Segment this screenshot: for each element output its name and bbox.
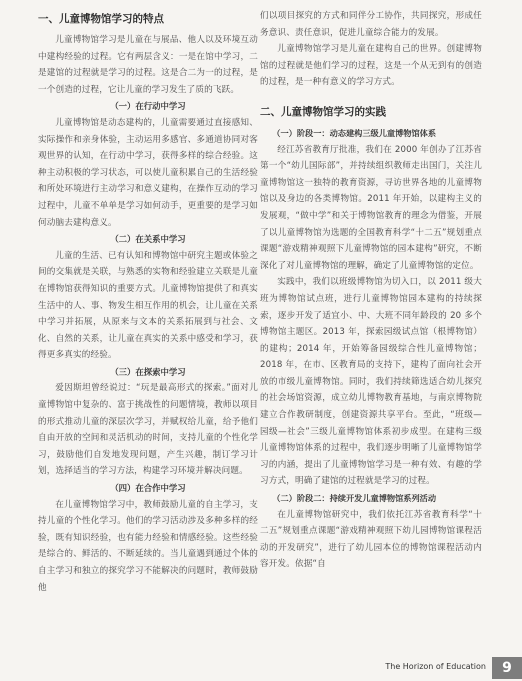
paragraph-stage-one-practice: 实践中，我们以班级博物馆为切入口，以 2011 级大班为博物馆试点班，进行儿童博物馆园本建构的持续探索，逐步开发了适宜小、中、大班不同年龄段的 20 多个博物馆主题区。2013 年，探索园级试点馆（根博物馆）的建构；2014 年，开始筹备园级综合性儿童博物馆；2018 年，在市、区教育局的支持下，建构了面向社会开放的市级儿童博物馆。同时，我们持续筛选适合幼儿探究的社会场馆资源，成立幼儿博物教育基地，与南京博物院建立合作教研制度，创建资源共享平台。至此，“班级—园级—社会”三级儿童博物馆体系初步成型。在建构三级儿童博物馆体系的过程中，我们逐步明晰了儿童博物馆学习的内涵，提出了儿童博物馆学习是一种有效、有趣的学习方式，明确了建馆的过程就是学习的过程。 [260,277,482,487]
subheading-learning-in-action: （一）在行动中学习 [110,101,186,112]
paragraph-learning-in-relations: 儿童的生活、已有认知和博物馆中研究主题或体验之间的交集就是关联，与熟悉的实物和经验建立关联是儿童在博物馆获得知识的重要方式。儿童博物馆提供了和真实生活中的人、事、物发生相互作用的机会，让儿童在关系中学习并拓展，从原来与文本的关系拓展到与社会、文化、自然的关系，让儿童在真实的关系中感受和学习，获得更多真实的经验。 [38,250,258,361]
paragraph-museum-summary: 儿童博物馆学习是儿童在建构自己的世界。创建博物馆的过程就是他们学习的过程，这是一个从无到有的创造的过程，是一种有意义的学习方式。 [260,44,482,88]
page-number: 9 [492,657,522,679]
paragraph-learning-in-action: 儿童博物馆是动态建构的，儿童需要通过直接感知、实际操作和亲身体验，主动运用多感官、多通道协同对客观世界的认知，在行动中学习，获得多样的综合经验。这种主动积极的学习状态，可以使儿童积累自己的生活经验和所处环境进行主动学习和意义建构，在操作互动的学习过程中，儿童不单单是学习如何动手，更重要的是学习如何动脑去建构意义。 [38,117,258,228]
intro-paragraph: 儿童博物馆学习是儿童在与展品、他人以及环境互动中建构经验的过程。它有两层含义：一是在馆中学习，二是建馆的过程就是学习的过程。这是合二为一的过程，是一个创造的过程，它让儿童的学习发生了质的飞跃。 [38,35,258,95]
subheading-learning-in-cooperation: （四）在合作中学习 [110,483,186,494]
right-column [260,8,482,573]
section-heading-1: 一、儿童博物馆学习的特点 [38,13,164,25]
subheading-stage-two: （二）阶段二：持续开发儿童博物馆系列活动 [272,493,437,504]
paragraph-stage-one-background: 经江苏省教育厅批准，我们在 2000 年创办了江苏省第一个“幼儿国际部”，并持续组织教师走出国门，关注儿童博物馆这一独特的教育资源，寻访世界各地的儿童博物馆以及身边的各类博物馆。2011 年开始，以建构主义的发展观，“做中学”和关于博物馆教育的理念为借鉴，开展了以儿童博物馆为选题的全国教育科学“十二五”规划重点课题“游戏精神观照下儿童博物馆的园本建构”研究，不断深化了对儿童博物馆的理解，确定了儿童博物馆的定位。 [260,144,482,271]
paragraph-learning-in-cooperation: 在儿童博物馆学习中，教师鼓励儿童的自主学习，支持儿童的个性化学习。他们的学习活动涉及多种多样的经验，既有知识经验，也有能力经验和情感经验。这些经验是综合的、鲜活的、不断延续的。当儿童遇到通过个体的自主学习和独立的探究学习不能解决的问题时，教师鼓励他 [38,499,258,593]
paragraph-stage-two: 在儿童博物馆研究中，我们依托江苏省教育科学“十二五”规划重点课题“游戏精神观照下幼儿园博物馆课程活动的开发研究”，进行了幼儿园本位的博物馆课程活动内容开发。依据“自 [260,509,482,570]
section-heading-2: 二、儿童博物馆学习的实践 [260,105,386,118]
left-column [38,8,258,596]
subheading-learning-in-exploration: （三）在探索中学习 [110,366,186,377]
paragraph-continued: 们以项目探究的方式和同伴分工协作，共同探究，形成任务意识、责任意识，促进儿童综合能力的发展。 [260,11,482,38]
paragraph-learning-in-exploration: 爱因斯坦曾经说过：“玩是最高形式的探索。”面对儿童博物馆中复杂的、富于挑战性的问题情境，教师以项目的形式推动儿童的深层次学习，并赋权给儿童，给予他们自由开放的空间和灵活机动的时间，支持儿童的个性化学习，鼓励他们自发地发现问题，产生兴趣，制订学习计划，选择适当的学习方法，构建学习环境并解决问题。 [38,383,258,477]
subheading-stage-one: （一）阶段一：动态建构三级儿童博物馆体系 [272,127,437,138]
journal-name: The Horizon of Education [385,662,486,671]
page-footer [0,657,522,679]
subheading-learning-in-relations: （二）在关系中学习 [110,234,186,245]
